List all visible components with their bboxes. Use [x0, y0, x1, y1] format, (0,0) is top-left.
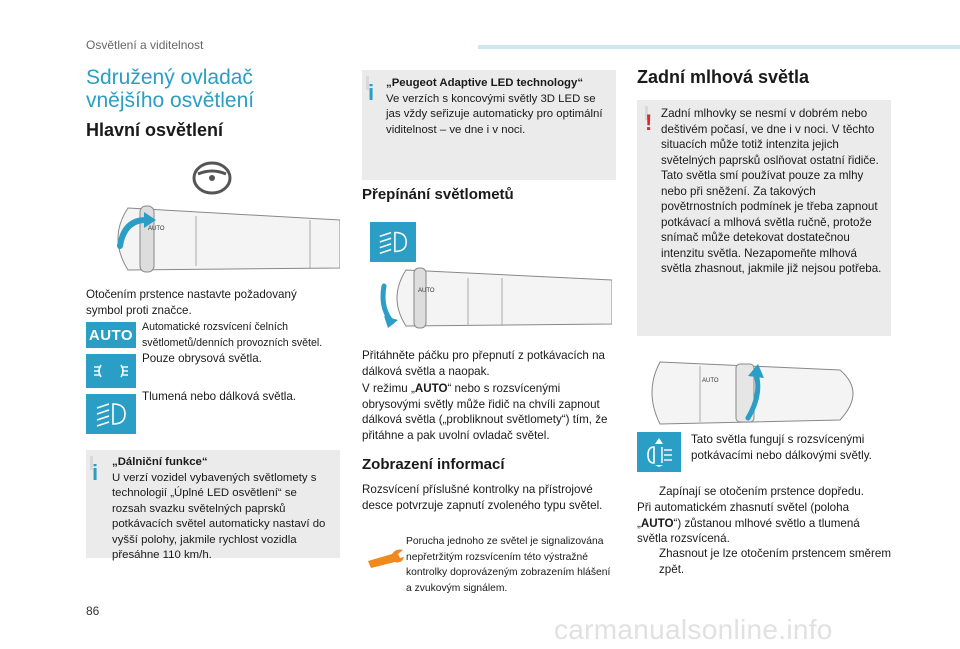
mode-headlights-text: Tlumená nebo dálková světla.: [142, 390, 297, 403]
headlights-icon: [370, 222, 416, 262]
heading-zobrazeni: Zobrazení informací: [362, 456, 505, 473]
info-title: „Dálniční funkce“: [112, 456, 208, 468]
bullet-zapnuti: Zapínají se otočením prstence dopředu.: [637, 484, 893, 500]
warning-lamp-text: Porucha jednoho ze světel je signalizována nepřetržitým rozsvícením této výstražné kontrolky doprovázeným zobrazením hlášení a zvukovým signálem.: [406, 536, 611, 594]
page-title: Sdružený ovladač vnějšího osvětlení: [86, 66, 255, 112]
heading-prepinani: Přepínání světlometů: [362, 186, 514, 203]
prep-paragraph-1: Přitáhněte páčku pro přepnutí z potkávacích na dálková světla a naopak.: [362, 349, 605, 378]
headlights-icon: [86, 394, 136, 434]
heading-hlavni-osvetleni: Hlavní osvětlení: [86, 120, 224, 140]
svg-text:AUTO: AUTO: [148, 226, 165, 232]
bullet-icon: [637, 546, 659, 577]
auto-icon-label: AUTO: [88, 326, 134, 344]
heading-zadni-mlhova: Zadní mlhová světla: [637, 67, 810, 87]
fog-warning-text: Zadní mlhovky se nesmí v dobrém nebo deštivém počasí, ve dne i v noci. V těchto situacích může totiž intenzita jejich světelných paprsků oslňovat ostatní řidiče. Tato světla smí používat pouze za mlhy nebo při sněžení. Za takových povětrnostních podmínek je třeba zapnout potkávací a mlhová světla ručně, protože snímač může detekovat dostatečnou intenzitu světla. Nezapomeňte mlhová světla zhasnout, jakmile již nejsou potřeba.: [661, 107, 882, 275]
warning-icon: !: [645, 110, 653, 135]
info-body: U verzí vozidel vybavených světlomety s technologií „Úplné LED osvětlení“ se rozsah svazku světelných paprsků potkávacích světel automaticky nastaví do vyšší polohy, jakmile rychlost vozidla přesáhne 110 km/h.: [112, 471, 326, 561]
watermark: carmanualsonline.info: [554, 614, 833, 645]
svg-text:AUTO: AUTO: [418, 288, 435, 294]
warning-box-fog: [637, 100, 891, 336]
bullet-zhasnuti: Zhasnout je lze otočením prstencem směrem zpět.: [637, 546, 893, 577]
auto-icon: [86, 322, 136, 348]
info-icon: i: [92, 460, 99, 485]
header-rule: [478, 45, 960, 49]
steering-wheel-icon: [190, 160, 234, 196]
svg-text:AUTO: AUTO: [702, 378, 719, 384]
sidelights-icon: [86, 354, 136, 388]
light-stalk-icon: [370, 264, 612, 330]
info-box-adaptive-led: [362, 70, 616, 180]
mode-sidelights-text: Pouze obrysová světla.: [142, 352, 262, 365]
info-box-dalnicni: [86, 450, 340, 561]
intro-text: Otočením prstence nastavte požadovaný symbol proti značce.: [86, 288, 297, 317]
auto-off-paragraph: Při automatickém zhasnutí světel (poloha „AUTO“) zůstanou mlhové světlo a tlumená světla rozsvícená.: [637, 501, 860, 545]
info-title: „Peugeot Adaptive LED technology“: [386, 77, 584, 89]
section-label: Osvětlení a viditelnost: [86, 38, 204, 52]
fog-operation-text: Tato světla fungují s rozsvícenými potkávacími nebo dálkovými světly.: [691, 433, 872, 462]
wrench-icon: [366, 546, 406, 568]
prep-paragraph-2: V režimu „AUTO“ nebo s rozsvícenými obrysovými světly může řidič na chvíli zapnout dálková světla („probliknout světlomety“) tím, že přitáhne a pak uvolní ovladač světel.: [362, 382, 608, 442]
bullet-icon: [637, 484, 659, 500]
info-icon: i: [368, 80, 375, 105]
info-body: Ve verzích s koncovými světly 3D LED se jas vždy seřizuje automaticky pro optimální viditelnost – ve dne i v noci.: [386, 92, 603, 136]
zobrazeni-paragraph: Rozsvícení příslušné kontrolky na přístrojové desce potvrzuje zapnutí zvoleného typu světel.: [362, 483, 603, 512]
mode-auto-text: Automatické rozsvícení čelních světlometů/denních provozních světel.: [142, 321, 323, 349]
fog-light-icon: [637, 432, 681, 472]
light-stalk-icon: [100, 198, 340, 276]
light-stalk-icon: [640, 354, 886, 430]
page-number: 86: [86, 604, 100, 618]
